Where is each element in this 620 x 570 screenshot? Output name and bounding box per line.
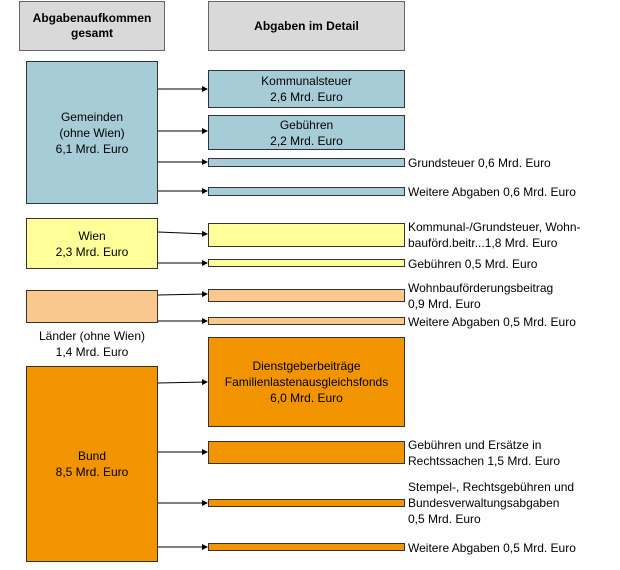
box-wien-kommunal <box>208 223 405 247</box>
box-kommunalsteuer <box>208 70 405 108</box>
box-dienstgeber <box>208 337 405 427</box>
gebuehren-gem-value: 2,2 Mrd. Euro <box>270 133 343 148</box>
arrow-wohnbau <box>158 294 207 295</box>
label-weitere-laender: Weitere Abgaben 0,5 Mrd. Euro <box>408 315 576 329</box>
box-wohnbau <box>208 289 405 302</box>
laender-label <box>26 328 158 360</box>
dienstgeber-line2: Familienlastenausgleichsfonds <box>224 375 389 389</box>
dienstgeber-line1: Dienstgeberbeiträge <box>252 359 361 373</box>
laender-value: 1,4 Mrd. Euro <box>55 345 129 359</box>
kommunalsteuer-label: Kommunalsteuer <box>261 74 352 88</box>
box-gebuehren-gemeinden <box>208 115 405 150</box>
label-wien-kommunal <box>408 219 581 251</box>
header-left-line1: Abgabenaufkommen <box>32 11 152 25</box>
stempel-line3: 0,5 Mrd. Euro <box>408 512 481 526</box>
laender-name: Länder (ohne Wien) <box>38 329 146 343</box>
header-abgabenaufkommen <box>19 1 165 51</box>
label-wien-gebuehren: Gebühren 0,5 Mrd. Euro <box>408 257 538 271</box>
gebuehren-bund-line2: Rechtssachen 1,5 Mrd. Euro <box>408 454 561 468</box>
label-wohnbau <box>408 280 553 312</box>
box-gebuehren-bund <box>208 441 405 464</box>
label-grundsteuer: Grundsteuer 0,6 Mrd. Euro <box>408 156 551 170</box>
kommunalsteuer-value: 2,6 Mrd. Euro <box>270 90 343 104</box>
bund-value: 8,5 Mrd. Euro <box>55 465 129 479</box>
dienstgeber-value: 6,0 Mrd. Euro <box>270 391 343 405</box>
wien-kommunal-line1: Kommunal-/Grundsteuer, Wohn- <box>408 220 581 234</box>
stempel-line2: Bundesverwaltungsabgaben <box>408 496 560 510</box>
header-right: Abgaben im Detail <box>254 18 359 33</box>
label-weitere-gemeinden: Weitere Abgaben 0,6 Mrd. Euro <box>408 185 576 199</box>
box-wien <box>26 218 158 269</box>
box-gemeinden <box>26 61 158 204</box>
header-left-line2: gesamt <box>70 26 114 40</box>
arrow-wien-kommunal <box>158 232 207 234</box>
wien-name: Wien <box>78 228 106 243</box>
bar-stempel <box>208 499 405 507</box>
bar-wien-gebuehren <box>208 259 405 267</box>
gemeinden-value: 6,1 Mrd. Euro <box>55 141 129 156</box>
bar-weitere-bund <box>208 543 405 551</box>
gemeinden-name: Gemeinden <box>60 109 124 124</box>
wohnbau-line2: 0,9 Mrd. Euro <box>408 297 481 311</box>
box-bund <box>26 366 158 562</box>
label-stempel <box>408 479 574 527</box>
bar-weitere-gemeinden <box>208 187 405 196</box>
bar-weitere-laender <box>208 317 405 325</box>
gemeinden-note: (ohne Wien) <box>59 125 125 140</box>
box-laender <box>26 290 158 323</box>
gebuehren-gem-label: Gebühren <box>279 117 334 132</box>
label-weitere-bund: Weitere Abgaben 0,5 Mrd. Euro <box>408 541 576 555</box>
bar-grundsteuer <box>208 158 405 167</box>
header-abgaben-detail <box>208 1 405 51</box>
stempel-line1: Stempel-, Rechtsgebühren und <box>408 480 575 494</box>
arrow-dienstgeber <box>158 382 207 383</box>
wien-kommunal-line2: bauförd.beitr...1,8 Mrd. Euro <box>408 236 558 250</box>
label-gebuehren-bund <box>408 437 560 469</box>
bund-name: Bund <box>77 449 107 463</box>
wohnbau-line1: Wohnbauförderungsbeitrag <box>408 281 554 295</box>
wien-value: 2,3 Mrd. Euro <box>55 244 129 259</box>
gebuehren-bund-line1: Gebühren und Ersätze in <box>408 438 542 452</box>
